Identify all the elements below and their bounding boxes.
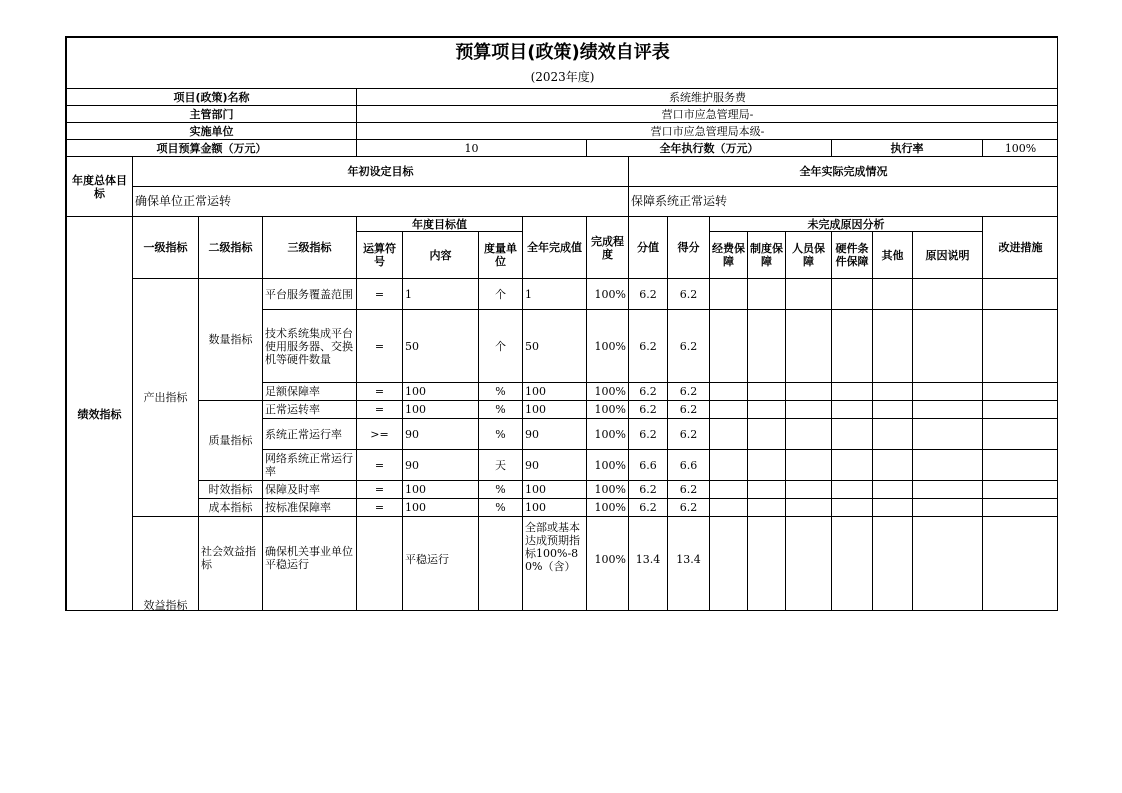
indicator-score: 6.2 <box>668 383 710 401</box>
header-level1: 一级指标 <box>133 217 199 279</box>
indicator-name: 正常运转率 <box>263 401 357 419</box>
indicator-val: 6.2 <box>629 279 668 310</box>
empty-cell <box>748 401 786 419</box>
empty-cell <box>710 279 748 310</box>
empty-cell <box>913 279 983 310</box>
indicator-name: 按标准保障率 <box>263 499 357 517</box>
empty-cell <box>786 310 832 383</box>
empty-cell <box>983 499 1059 517</box>
indicator-content: 100 <box>403 383 479 401</box>
empty-cell <box>832 383 873 401</box>
project-name-value: 系统维护服务费 <box>357 89 1059 106</box>
empty-cell <box>873 401 913 419</box>
header-r5: 其他 <box>873 232 913 279</box>
empty-cell <box>832 310 873 383</box>
group-quantity: 数量指标 <box>199 279 263 401</box>
empty-cell <box>913 383 983 401</box>
indicator-score: 6.2 <box>668 419 710 450</box>
indicator-op: = <box>357 450 403 481</box>
indicator-op: = <box>357 481 403 499</box>
indicator-done: 1 <box>523 279 587 310</box>
indicator-name: 确保机关事业单位平稳运行 <box>263 517 357 612</box>
empty-cell <box>873 279 913 310</box>
empty-cell <box>748 499 786 517</box>
indicator-val: 6.2 <box>629 499 668 517</box>
group-output: 产出指标 <box>133 279 199 517</box>
indicator-degree: 100% <box>587 419 629 450</box>
header-op: 运算符号 <box>357 232 403 279</box>
indicator-done: 90 <box>523 450 587 481</box>
empty-cell <box>710 450 748 481</box>
empty-cell <box>748 517 786 612</box>
group-quality: 质量指标 <box>199 401 263 481</box>
header-r3: 人员保障 <box>786 232 832 279</box>
indicator-unit: 个 <box>479 279 523 310</box>
empty-cell <box>873 481 913 499</box>
empty-cell <box>786 401 832 419</box>
indicator-content: 100 <box>403 401 479 419</box>
empty-cell <box>786 419 832 450</box>
group-benefit: 效益指标 <box>133 517 199 612</box>
indicator-val: 6.6 <box>629 450 668 481</box>
empty-cell <box>913 499 983 517</box>
header-improve: 改进措施 <box>983 217 1059 279</box>
indicator-name: 网络系统正常运行率 <box>263 450 357 481</box>
indicator-degree: 100% <box>587 481 629 499</box>
empty-cell <box>710 401 748 419</box>
indicator-name: 保障及时率 <box>263 481 357 499</box>
evaluation-sheet <box>65 36 1058 611</box>
header-unit: 度量单位 <box>479 232 523 279</box>
indicator-done: 100 <box>523 481 587 499</box>
empty-cell <box>913 401 983 419</box>
indicator-unit: % <box>479 419 523 450</box>
header-level2: 二级指标 <box>199 217 263 279</box>
indicator-degree: 100% <box>587 383 629 401</box>
exec-label: 全年执行数（万元） <box>587 140 832 157</box>
indicator-content: 90 <box>403 419 479 450</box>
indicator-name: 平台服务覆盖范围 <box>263 279 357 310</box>
empty-cell <box>710 383 748 401</box>
indicator-done: 全部或基本达成预期指标100%-80%（含） <box>523 517 587 612</box>
indicator-degree: 100% <box>587 517 629 612</box>
budget-label: 项目预算金额（万元） <box>67 140 357 157</box>
empty-cell <box>832 499 873 517</box>
empty-cell <box>710 419 748 450</box>
indicator-unit: % <box>479 499 523 517</box>
dept-label: 主管部门 <box>67 106 357 123</box>
header-done: 全年完成值 <box>523 217 587 279</box>
header-content: 内容 <box>403 232 479 279</box>
actual-goal-label: 全年实际完成情况 <box>629 157 1059 187</box>
empty-cell <box>748 481 786 499</box>
empty-cell <box>983 419 1059 450</box>
indicator-content: 1 <box>403 279 479 310</box>
empty-cell <box>873 450 913 481</box>
group-social: 社会效益指标 <box>199 517 263 612</box>
rate-value: 100% <box>983 140 1059 157</box>
empty-cell <box>832 279 873 310</box>
unit-value: 营口市应急管理局本级- <box>357 123 1059 140</box>
empty-cell <box>748 419 786 450</box>
empty-cell <box>913 481 983 499</box>
indicator-score: 6.2 <box>668 310 710 383</box>
indicator-op: >= <box>357 419 403 450</box>
indicator-op: = <box>357 401 403 419</box>
empty-cell <box>748 279 786 310</box>
empty-cell <box>983 310 1059 383</box>
indicator-degree: 100% <box>587 450 629 481</box>
budget-value: 10 <box>357 140 587 157</box>
empty-cell <box>748 310 786 383</box>
empty-cell <box>832 481 873 499</box>
header-r1: 经费保障 <box>710 232 748 279</box>
indicator-unit: % <box>479 401 523 419</box>
indicator-val: 6.2 <box>629 419 668 450</box>
indicator-done: 90 <box>523 419 587 450</box>
indicator-unit: % <box>479 481 523 499</box>
indicator-unit: 个 <box>479 310 523 383</box>
header-r6: 原因说明 <box>913 232 983 279</box>
indicator-score: 6.2 <box>668 481 710 499</box>
annual-goal-label: 年度总体目标 <box>67 157 133 217</box>
empty-cell <box>832 401 873 419</box>
empty-cell <box>710 310 748 383</box>
indicator-score: 6.2 <box>668 499 710 517</box>
header-level3: 三级指标 <box>263 217 357 279</box>
indicator-content: 平稳运行 <box>403 517 479 612</box>
empty-cell <box>983 450 1059 481</box>
empty-cell <box>786 481 832 499</box>
empty-cell <box>748 450 786 481</box>
empty-cell <box>873 517 913 612</box>
indicator-score: 13.4 <box>668 517 710 612</box>
indicator-degree: 100% <box>587 401 629 419</box>
empty-cell <box>786 450 832 481</box>
indicator-val: 6.2 <box>629 401 668 419</box>
empty-cell <box>873 383 913 401</box>
indicator-name: 系统正常运行率 <box>263 419 357 450</box>
indicator-op: = <box>357 383 403 401</box>
empty-cell <box>710 481 748 499</box>
indicator-degree: 100% <box>587 310 629 383</box>
rate-label: 执行率 <box>832 140 983 157</box>
empty-cell <box>983 279 1059 310</box>
indicator-val: 6.2 <box>629 383 668 401</box>
empty-cell <box>832 517 873 612</box>
evaluation-table <box>66 37 1058 611</box>
indicator-score: 6.2 <box>668 401 710 419</box>
empty-cell <box>913 450 983 481</box>
empty-cell <box>873 310 913 383</box>
empty-cell <box>983 383 1059 401</box>
header-score-val: 分值 <box>629 217 668 279</box>
indicator-degree: 100% <box>587 279 629 310</box>
indicator-unit: % <box>479 383 523 401</box>
empty-cell <box>983 401 1059 419</box>
empty-cell <box>786 499 832 517</box>
empty-cell <box>983 481 1059 499</box>
indicator-name: 技术系统集成平台使用服务器、交换机等硬件数量 <box>263 310 357 383</box>
indicator-val: 13.4 <box>629 517 668 612</box>
empty-cell <box>873 419 913 450</box>
empty-cell <box>786 383 832 401</box>
actual-goal-value: 保障系统正常运转 <box>629 187 1059 217</box>
indicator-op: = <box>357 279 403 310</box>
initial-goal-value: 确保单位正常运转 <box>133 187 629 217</box>
empty-cell <box>873 499 913 517</box>
indicator-score: 6.6 <box>668 450 710 481</box>
indicator-val: 6.2 <box>629 481 668 499</box>
empty-cell <box>913 419 983 450</box>
header-r4: 硬件条件保障 <box>832 232 873 279</box>
indicator-done: 100 <box>523 383 587 401</box>
perf-indicator-label: 绩效指标 <box>67 217 133 612</box>
empty-cell <box>913 517 983 612</box>
indicator-name: 足额保障率 <box>263 383 357 401</box>
empty-cell <box>710 499 748 517</box>
indicator-unit <box>479 517 523 612</box>
empty-cell <box>832 450 873 481</box>
empty-cell <box>983 517 1059 612</box>
indicator-op: = <box>357 310 403 383</box>
indicator-content: 100 <box>403 499 479 517</box>
empty-cell <box>913 310 983 383</box>
indicator-degree: 100% <box>587 499 629 517</box>
header-reason: 未完成原因分析 <box>710 217 983 232</box>
indicator-content: 90 <box>403 450 479 481</box>
report-year: (2023年度) <box>67 68 1059 89</box>
empty-cell <box>710 517 748 612</box>
group-cost: 成本指标 <box>199 499 263 517</box>
empty-cell <box>786 279 832 310</box>
indicator-done: 50 <box>523 310 587 383</box>
empty-cell <box>786 517 832 612</box>
page-title: 预算项目(政策)绩效自评表 <box>67 38 1059 68</box>
indicator-op <box>357 517 403 612</box>
indicator-content: 100 <box>403 481 479 499</box>
unit-label: 实施单位 <box>67 123 357 140</box>
dept-value: 营口市应急管理局- <box>357 106 1059 123</box>
header-score: 得分 <box>668 217 710 279</box>
header-degree: 完成程度 <box>587 217 629 279</box>
header-target: 年度目标值 <box>357 217 523 232</box>
group-timely: 时效指标 <box>199 481 263 499</box>
indicator-done: 100 <box>523 401 587 419</box>
empty-cell <box>832 419 873 450</box>
indicator-op: = <box>357 499 403 517</box>
header-r2: 制度保障 <box>748 232 786 279</box>
indicator-score: 6.2 <box>668 279 710 310</box>
indicator-done: 100 <box>523 499 587 517</box>
project-name-label: 项目(政策)名称 <box>67 89 357 106</box>
indicator-unit: 天 <box>479 450 523 481</box>
initial-goal-label: 年初设定目标 <box>133 157 629 187</box>
empty-cell <box>748 383 786 401</box>
indicator-val: 6.2 <box>629 310 668 383</box>
indicator-content: 50 <box>403 310 479 383</box>
